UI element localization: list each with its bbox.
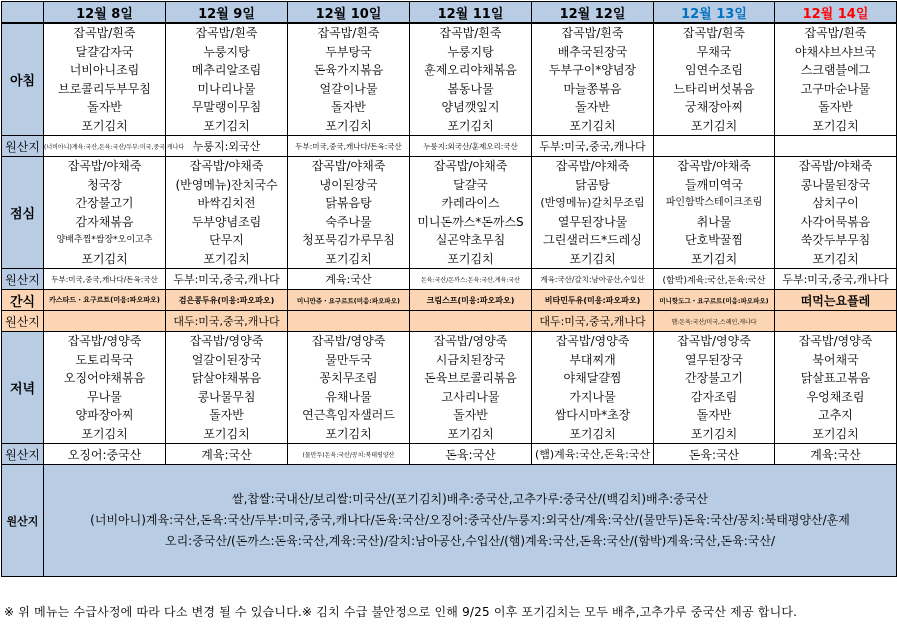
date-header: 12월 9일: [166, 2, 288, 24]
menu-cell: 잡곡밥/야채죽 청국장 간장불고기 감자채볶음 양배추찜*쌈장*오이고추 포기김치: [44, 157, 166, 269]
menu-cell: 잡곡밥/야채죽 들깨미역국 파인함박스테이크조림 취나물 단호박꿀찜 포기김치: [654, 157, 775, 269]
origin-cell: 오징어:중국산: [44, 444, 166, 465]
dinner-origin-row: [2, 444, 897, 465]
menu-cell: 잡곡밥/야채죽 냉이된장국 닭볶음탕 숙주나물 청포묵김가루무침 포기김치: [288, 157, 410, 269]
menu-cell: 잡곡밥/영양죽 열무된장국 간장불고기 감자조림 돌자반 포기김치: [654, 332, 775, 444]
breakfast-row: [2, 23, 897, 136]
origin-cell: [44, 311, 166, 332]
snack-cell: 떠먹는요플레: [775, 290, 897, 311]
origin-cell: (너비아니)계육:국산,돈육:국산/두부:미국,중국,캐나다: [44, 136, 166, 157]
snack-origin-row: [2, 311, 897, 332]
date-header: 12월 12일: [532, 2, 654, 24]
origin-cell: [775, 311, 897, 332]
date-header-sunday: 12월 14일: [775, 2, 897, 24]
origin-cell: [288, 311, 410, 332]
origin-cell: 누룽지:외국산/훈제오리:국산: [410, 136, 532, 157]
snack-cell: 미니핫도그・요구르트(미응:파오파오): [654, 290, 775, 311]
menu-cell: 잡곡밥/흰죽 야채샤브샤브국 스크램블에그 고구마순나물 돌자반 포기김치: [775, 23, 897, 136]
meal-label-dinner: 저녁: [2, 332, 44, 444]
meal-label-snack: 간식: [2, 290, 44, 311]
snack-cell: 카스타드・요구르트(미응:파오파오): [44, 290, 166, 311]
origin-cell: [410, 311, 532, 332]
origin-cell: 돈육:국산/돈까스:돈육:국산,계육:국산: [410, 269, 532, 290]
origin-cell: 두부:미국,중국,캐나다: [166, 269, 288, 290]
date-header: 12월 8일: [44, 2, 166, 24]
origin-summary-row: [2, 465, 897, 577]
dinner-row: [2, 332, 897, 444]
menu-cell: 잡곡밥/야채죽 (반영메뉴)잔치국수 바싹김치전 두부양념조림 단무지 포기김치: [166, 157, 288, 269]
menu-cell: 잡곡밥/영양죽 물만두국 꽁치무조림 유채나물 연근흑임자샐러드 포기김치: [288, 332, 410, 444]
menu-cell: 잡곡밥/흰죽 달걀감자국 너비아니조림 브로콜리두부무침 돌자반 포기김치: [44, 23, 166, 136]
origin-cell: [654, 136, 775, 157]
origin-cell: 두부:미국,중국,캐나다: [775, 269, 897, 290]
origin-label: 원산지: [2, 269, 44, 290]
origin-cell: 두부:미국,중국,캐나다/돈육:국산: [288, 136, 410, 157]
origin-cell: 계육:국산: [166, 444, 288, 465]
summary-label: 원산지: [2, 465, 44, 577]
origin-cell: 두부:미국,중국,캐나다: [532, 136, 654, 157]
date-header-saturday: 12월 13일: [654, 2, 775, 24]
menu-cell: 잡곡밥/야채죽 콩나물된장국 삼치구이 사각어묵볶음 쑥갓두부무침 포기김치: [775, 157, 897, 269]
menu-cell: 잡곡밥/영양죽 도토리묵국 오징어야채볶음 무나물 양파장아찌 포기김치: [44, 332, 166, 444]
menu-cell: 잡곡밥/영양죽 북어채국 닭살표고볶음 우엉채조림 고추지 포기김치: [775, 332, 897, 444]
origin-label: 원산지: [2, 136, 44, 157]
menu-cell: 잡곡밥/흰죽 누룽지탕 훈제오리야채볶음 봄동나물 양념깻잎지 포기김치: [410, 23, 532, 136]
summary-text: 쌀,찹쌀:국내산/보리쌀:미국산/(포기김치)배추:중국산,고추가루:중국산/(백김치)배추:중국산 (너비아니)계육:국산,돈육:국산/두부:미국,중국,캐나다/돈육:국산/오징어:중국산/누룽지:외국산/계육:국산/(물만두)돈육:국산/꽁치:북태평양산/훈제 오리:중국산/(돈까스:돈육:국산,계육:국산)/갈치:남아공산,수입산/(햄)계육:국산,돈육:국산/(함박)계육:국산,돈육:국산/: [44, 465, 897, 577]
corner-cell: [2, 2, 44, 24]
snack-cell: 비타민두유(미응:파오파오): [532, 290, 654, 311]
menu-cell: 잡곡밥/영양죽 부대찌개 야채달걀찜 가지나물 쌈다시마*초장 포기김치: [532, 332, 654, 444]
snack-cell: 크림스프(미응:파오파오): [410, 290, 532, 311]
menu-cell: 잡곡밥/흰죽 배추국된장국 두부구이*양념장 마늘쫑볶음 돌자반 포기김치: [532, 23, 654, 136]
date-header: 12월 10일: [288, 2, 410, 24]
footnote: ※ 위 메뉴는 수급사정에 따라 다소 변경 될 수 있습니다.※ 김치 수급 불안정으로 인해 9/25 이후 포기김치는 모두 배추,고추가루 중국산 제공 합니다.: [4, 605, 798, 619]
origin-cell: 대두:미국,중국,캐나다: [166, 311, 288, 332]
origin-cell: 돈육:국산: [410, 444, 532, 465]
origin-cell: 계육:국산/갈치:남아공산,수입산: [532, 269, 654, 290]
date-header: 12월 11일: [410, 2, 532, 24]
menu-cell: 잡곡밥/야채죽 닭곰탕 (반영메뉴)갈치무조림 열무된장나물 그린샐러드*드레싱 포기김치: [532, 157, 654, 269]
lunch-row: [2, 157, 897, 269]
snack-cell: 미니만쥬・요구르트(미응:파오파오): [288, 290, 410, 311]
snack-cell: 검은콩두유(미응:파오파오): [166, 290, 288, 311]
origin-cell: (햄)계육:국산,돈육:국산: [532, 444, 654, 465]
weekly-menu-table: [1, 1, 897, 577]
menu-cell: 잡곡밥/흰죽 누룽지탕 메추리알조림 미나리나물 무말랭이무침 포기김치: [166, 23, 288, 136]
origin-cell: (함박)계육:국산,돈육:국산: [654, 269, 775, 290]
origin-label: 원산지: [2, 444, 44, 465]
origin-cell: 햄:돈육:국산/미국,스페인,캐나다: [654, 311, 775, 332]
menu-cell: 잡곡밥/영양죽 시금치된장국 돈육브로콜리볶음 고사리나물 돌자반 포기김치: [410, 332, 532, 444]
lunch-origin-row: [2, 269, 897, 290]
meal-label-breakfast: 아침: [2, 23, 44, 136]
menu-cell: 잡곡밥/야채죽 달걀국 카레라이스 미니돈까스*돈까스S 실곤약초무침 포기김치: [410, 157, 532, 269]
breakfast-origin-row: [2, 136, 897, 157]
menu-cell: 잡곡밥/흰죽 두부탕국 돈육가지볶음 얼갈이나물 돌자반 포기김치: [288, 23, 410, 136]
snack-row: [2, 290, 897, 311]
menu-cell: 잡곡밥/영양죽 얼갈이된장국 닭살야채볶음 콩나물무침 돌자반 포기김치: [166, 332, 288, 444]
origin-cell: 계육:국산: [775, 444, 897, 465]
origin-cell: [775, 136, 897, 157]
origin-cell: 누룽지:외국산: [166, 136, 288, 157]
origin-cell: 대두:미국,중국,캐나다: [532, 311, 654, 332]
origin-label: 원산지: [2, 311, 44, 332]
date-header-row: [2, 2, 897, 24]
origin-cell: 두부:미국,중국,캐나다/돈육:국산: [44, 269, 166, 290]
meal-label-lunch: 점심: [2, 157, 44, 269]
origin-cell: (물만두)돈육:국산/꽁치:북태평양산: [288, 444, 410, 465]
menu-cell: 잡곡밥/흰죽 무채국 임연수조림 느타리버섯볶음 궁채장아찌 포기김치: [654, 23, 775, 136]
origin-cell: 돈육:국산: [654, 444, 775, 465]
origin-cell: 계육:국산: [288, 269, 410, 290]
